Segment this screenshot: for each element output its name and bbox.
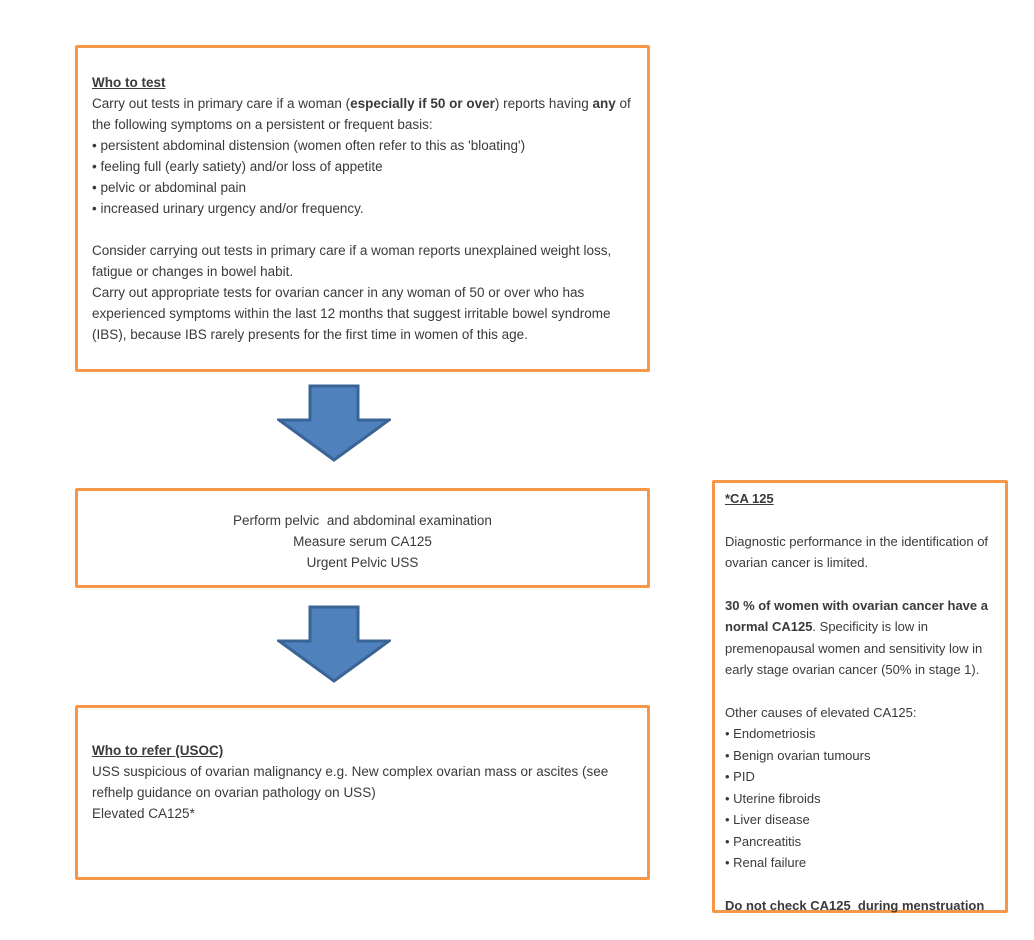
who-to-refer-title: Who to refer (USOC) — [92, 743, 224, 758]
examination-step: Urgent Pelvic USS — [306, 555, 419, 570]
examination-step: Perform pelvic and abdominal examination — [233, 513, 492, 528]
other-cause-item: • Renal failure — [725, 855, 807, 870]
other-causes-list — [725, 723, 994, 874]
down-arrow-shape — [277, 605, 391, 683]
other-cause-item: • Benign ovarian tumours — [725, 747, 871, 763]
ca125-note-box — [712, 480, 1008, 913]
referral-criteria — [92, 761, 633, 824]
down-arrow-icon — [277, 384, 391, 462]
referral-criterion: USS suspicious of ovarian malignancy e.g. New complex ovarian mass or ascites (see refhelp guidance on ovarian pathology on USS) — [92, 764, 612, 800]
ca125-specificity-paragraph — [725, 595, 994, 681]
who-to-refer-box — [75, 705, 650, 880]
symptom-item: • feeling full (early satiety) and/or loss of appetite — [92, 159, 383, 174]
who-to-test-intro — [92, 93, 633, 135]
other-cause-item: • Liver disease — [725, 812, 810, 827]
text-segment: Carry out tests in primary care if a woman ( — [92, 96, 351, 111]
other-cause-item: • Uterine fibroids — [725, 790, 821, 806]
text-segment: ) reports having — [494, 96, 593, 111]
examination-step: Measure serum CA125 — [293, 534, 432, 549]
other-cause-item: • Endometriosis — [725, 726, 816, 741]
menstruation-warning: Do not check CA125 during menstruation — [725, 897, 985, 913]
text-segment: . Specificity is low in premenopausal women and sensitivity low in early stage ovarian cancer (50% in stage 1). — [725, 619, 983, 677]
who-to-test-box — [75, 45, 650, 372]
down-arrow-icon — [277, 605, 391, 683]
other-causes-heading: Other causes of elevated CA125: — [725, 704, 917, 720]
other-cause-item: • PID — [725, 769, 755, 784]
text-segment: of the following symptoms on a persistent or frequent basis: — [92, 96, 631, 132]
ca125-note-title: *CA 125 — [725, 491, 774, 506]
down-arrow-polygon — [279, 386, 389, 460]
text-segment: any — [592, 96, 616, 111]
ibs-paragraph: Carry out appropriate tests for ovarian cancer in any woman of 50 or over who has experienced symptoms within the last 12 months that suggest irritable bowel syndrome (IBS), because IBS rarely presents for the first time in women of this age. — [92, 285, 611, 342]
down-arrow-polygon — [279, 607, 389, 681]
examination-box — [75, 488, 650, 588]
text-segment: especially if 50 or over — [350, 96, 495, 111]
text-segment: 30 % of women with ovarian cancer have a normal CA125 — [725, 597, 988, 634]
ca125-performance-paragraph: Diagnostic performance in the identification of ovarian cancer is limited. — [725, 533, 989, 570]
symptom-list — [92, 135, 633, 219]
consider-paragraph: Consider carrying out tests in primary care if a woman reports unexplained weight loss, fatigue or changes in bowel habit. — [92, 243, 612, 279]
referral-criterion: Elevated CA125* — [92, 806, 195, 821]
symptom-item: • increased urinary urgency and/or frequency. — [92, 201, 364, 216]
who-to-test-title: Who to test — [92, 75, 166, 90]
symptom-item: • pelvic or abdominal pain — [92, 180, 247, 195]
symptom-item: • persistent abdominal distension (women often refer to this as 'bloating') — [92, 138, 526, 153]
other-cause-item: • Pancreatitis — [725, 833, 802, 849]
down-arrow-shape — [277, 384, 391, 462]
examination-steps — [78, 510, 647, 573]
